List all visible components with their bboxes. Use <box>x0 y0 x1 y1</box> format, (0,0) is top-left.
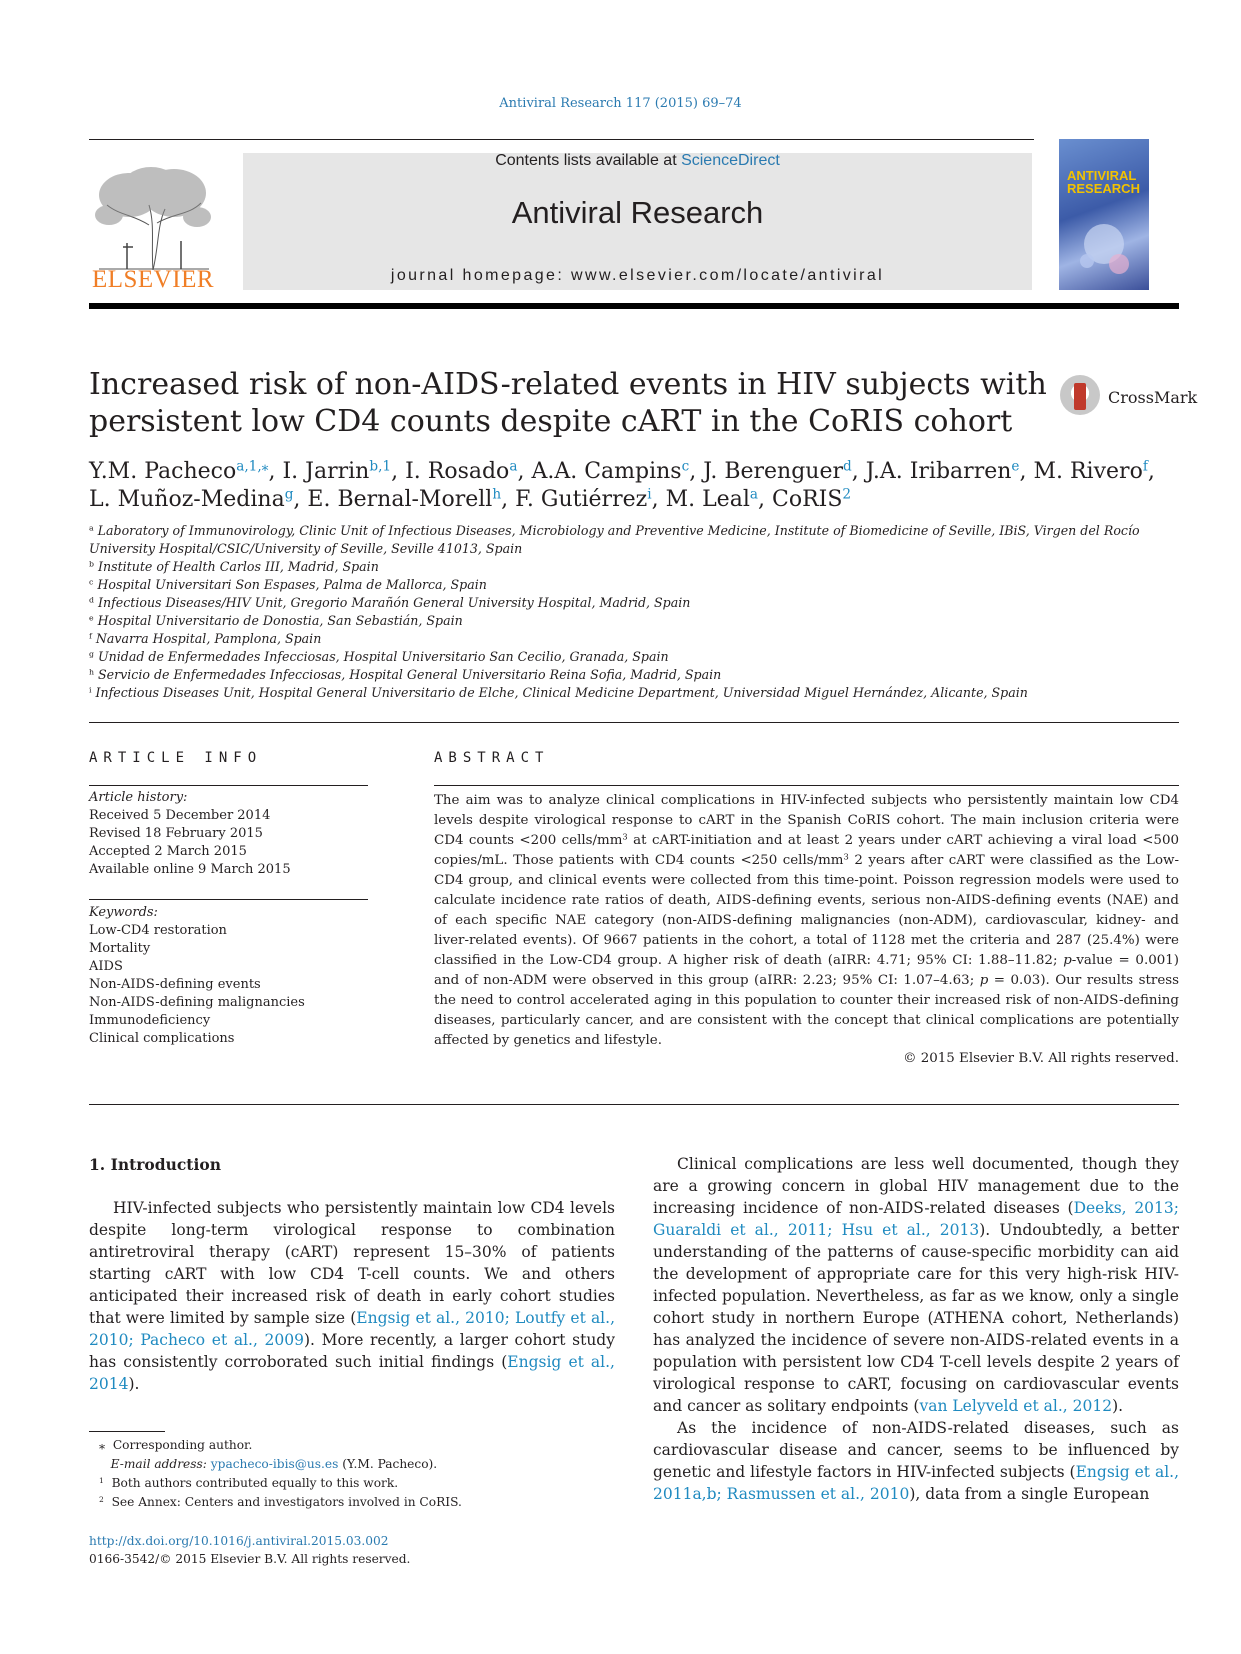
affiliation <box>89 558 1179 576</box>
footnote-email <box>89 1455 615 1474</box>
affiliation-key: f <box>89 631 92 641</box>
author[interactable] <box>666 487 772 512</box>
author-separator: , <box>651 487 666 512</box>
affiliation <box>89 666 1179 684</box>
affiliation <box>89 630 1179 648</box>
keyword: Low-CD4 restoration <box>89 923 227 938</box>
p-symbol: p <box>1063 953 1072 968</box>
article-info-rule <box>89 785 368 786</box>
email-link[interactable]: ypacheco-ibis@us.es <box>210 1457 339 1471</box>
author[interactable] <box>515 487 665 512</box>
affiliation <box>89 612 1179 630</box>
affiliation-list <box>89 522 1179 702</box>
footnote-mark: 2 <box>99 1494 104 1504</box>
author-separator: , <box>1147 459 1155 484</box>
abstract-segment: 2 years after cART were classified as the Low-CD4 group, and clinical events were collected from this time-point. Poisson regression models were used to calculate incidence rate ratios of death, AIDS-defining events, serious non-AIDS-defining events (NAE) and of each specific NAE category (non-AIDS-defining malignancies (non-ADM), cardiovascular, kidney- and liver-related events). Of 9667 patients in the cohort, a total of 1128 met the criteria and 287 (25.4%) were classified in the Low-CD4 group. A higher risk of death (aIRR: 4.71; 95% CI: 1.88–11.82; <box>434 853 1179 968</box>
author-affiliation-mark[interactable]: g <box>284 486 294 503</box>
sciencedirect-link[interactable]: ScienceDirect <box>681 152 780 169</box>
keywords-label: Keywords: <box>89 905 158 920</box>
abstract-heading: ABSTRACT <box>434 750 550 766</box>
author[interactable] <box>405 459 531 484</box>
history-item: Accepted 2 March 2015 <box>89 844 247 859</box>
affiliation-text: Laboratory of Immunovirology, Clinic Unit of Infectious Diseases, Microbiology and Preventive Medicine, Institute of Biomedicine of Seville, IBiS, Virgen del Rocío University Hospital/CSIC/University of Seville, Seville 41013, Spain <box>89 523 1140 556</box>
superscript: 3 <box>843 851 849 862</box>
elsevier-wordmark: ELSEVIER <box>91 266 215 293</box>
author[interactable] <box>89 487 307 512</box>
footnote-1 <box>89 1474 615 1493</box>
author-separator: , <box>851 459 866 484</box>
author-name[interactable]: J.A. Iribarren <box>865 459 1012 484</box>
footnotes <box>89 1436 615 1512</box>
author-affiliation-mark[interactable]: a <box>509 458 518 475</box>
author-separator: , <box>757 487 772 512</box>
abstract-copyright: © 2015 Elsevier B.V. All rights reserved. <box>903 1051 1179 1066</box>
affiliation <box>89 594 1179 612</box>
abstract-segment: -value = 0.001) and of non-ADM were observed in this group (aIRR: 2.23; 95% CI: 1.07–4.63; <box>434 953 1179 988</box>
affiliation-key: h <box>89 667 95 677</box>
affiliation-text: Navarra Hospital, Pamplona, Spain <box>95 631 322 646</box>
keyword: Mortality <box>89 941 151 956</box>
footnote-mark: 1 <box>99 1475 104 1485</box>
contents-line <box>243 152 1032 170</box>
abstract-segment: = 0.03). Our results stress the need to control accelerated aging in this population to counter their increased risk of non-AIDS-defining diseases, particularly cancer, and are consistent with the concept that clinical complications are potentially affected by genetics and lifestyle. <box>434 973 1179 1048</box>
author[interactable] <box>703 459 866 484</box>
author-separator: , <box>689 459 704 484</box>
footnote-mark: ⁎ <box>99 1438 106 1452</box>
keyword: AIDS <box>89 959 123 974</box>
author-name[interactable]: M. Leal <box>665 487 750 512</box>
email-label: E-mail address: <box>110 1457 211 1471</box>
text-segment: HIV-infected subjects who persistently maintain low CD4 levels despite long-term virological response to combination antiretroviral therapy (cART) represent 15–30% of patients starting cART with low CD4 T-cell counts. We and others anticipated their increased risk of death in early cohort studies that were limited by sample size ( <box>89 1199 615 1327</box>
author-name[interactable]: Y.M. Pacheco <box>89 459 237 484</box>
affiliation-key: g <box>89 649 94 659</box>
affiliation-key: b <box>89 559 94 569</box>
cover-virus-graphic <box>1069 209 1139 279</box>
affiliation-rule <box>89 722 1179 723</box>
author-affiliation-mark[interactable]: a,1,⁎ <box>236 458 269 475</box>
author[interactable] <box>307 487 515 512</box>
text-segment: ). <box>1112 1397 1124 1415</box>
journal-homepage[interactable]: journal homepage: www.elsevier.com/locate/antiviral <box>390 267 885 284</box>
author-name[interactable]: E. Bernal-Morell <box>307 487 493 512</box>
keyword-list <box>89 904 368 1048</box>
issn-line: 0166-3542/© 2015 Elsevier B.V. All rights reserved. <box>89 1552 411 1566</box>
affiliation-key: e <box>89 613 94 623</box>
author[interactable] <box>772 487 851 512</box>
author-name[interactable]: F. Gutiérrez <box>515 487 648 512</box>
abstract-segment: at cART-initiation and at least 2 years under cART achieving a viral load <500 copies/mL. Those patients with CD4 counts <250 cells/mm <box>434 833 1179 868</box>
affiliation-text: Hospital Universitari Son Espases, Palma de Mallorca, Spain <box>97 577 487 592</box>
footnote-text: See Annex: Centers and investigators involved in CoRIS. <box>111 1495 462 1509</box>
header-rule <box>89 139 1034 140</box>
author-list <box>89 458 1179 514</box>
author-separator: , <box>1019 459 1034 484</box>
author-separator: , <box>517 459 532 484</box>
abstract-segment: The aim was to analyze clinical complications in HIV-infected subjects who persistently maintain low CD4 levels despite virological response to cART in the Spanish CoRIS cohort. The main inclusion criteria were CD4 counts <200 cells/mm <box>434 793 1179 848</box>
doi-block <box>89 1532 410 1568</box>
author-name[interactable]: A.A. Campins <box>531 459 682 484</box>
author-name[interactable]: L. Muñoz-Medina <box>89 487 285 512</box>
affiliation-key: d <box>89 595 94 605</box>
right-column <box>653 1153 1179 1505</box>
citation-link[interactable]: Engsig et al., 2010; Loutfy et al., 2010; Pacheco et al., 2009 <box>89 1309 615 1349</box>
intro-paragraph <box>89 1197 615 1395</box>
author-name[interactable]: M. Rivero <box>1033 459 1143 484</box>
footnote-text: Both authors contributed equally to this work. <box>111 1476 399 1490</box>
author-affiliation-mark[interactable]: a <box>749 486 758 503</box>
journal-title: Antiviral Research <box>511 195 764 230</box>
p-symbol: p <box>979 973 989 988</box>
author-separator: , <box>293 487 308 512</box>
contents-prefix: Contents lists available at <box>495 152 682 169</box>
affiliation-key: i <box>89 685 92 695</box>
affiliation-text: Institute of Health Carlos III, Madrid, Spain <box>98 559 379 574</box>
paper-title: Increased risk of non-AIDS-related events in HIV subjects with persistent low CD4 counts despite cART in the CoRIS cohort <box>89 367 1047 439</box>
text-segment: Clinical complications are less well documented, though they are a growing concern in global HIV management due to the increasing incidence of non-AIDS-related diseases ( <box>653 1155 1179 1217</box>
intro-paragraph <box>653 1153 1179 1417</box>
affiliation <box>89 684 1179 702</box>
doi-link[interactable]: http://dx.doi.org/10.1016/j.antiviral.2015.03.002 <box>89 1534 389 1548</box>
author-name[interactable]: I. Jarrin <box>282 459 370 484</box>
text-segment: ). <box>128 1375 140 1393</box>
keyword: Non-AIDS-defining events <box>89 977 261 992</box>
author-affiliation-mark[interactable]: c <box>681 458 690 475</box>
author[interactable] <box>1033 459 1154 484</box>
abstract-text <box>434 791 1179 1051</box>
author-separator: , <box>391 459 406 484</box>
footnote-corresponding <box>89 1436 615 1455</box>
author-affiliation-mark[interactable]: i <box>647 486 652 503</box>
journal-cover-image <box>1059 139 1149 290</box>
journal-citation[interactable]: Antiviral Research 117 (2015) 69–74 <box>499 96 742 111</box>
affiliation-key: c <box>89 577 94 587</box>
crossmark-bookmark-icon <box>1074 383 1086 410</box>
history-label: Article history: <box>89 790 188 805</box>
author-affiliation-mark[interactable]: d <box>843 458 852 475</box>
text-segment: ). Undoubtedly, a better understanding of the patterns of cause-specific morbidity can aid the development of appropriate care for this very high-risk HIV-infected population. Nevertheless, as far as we know, only a single cohort study in northern Europe (ATHENA cohort, Netherlands) has analyzed the incidence of severe non-AIDS-related events in a population with persistent low CD4 T-cell levels despite 2 years of virological response to cART, focusing on cardiovascular events and cancer as solitary endpoints ( <box>653 1221 1179 1415</box>
text-segment: ), data from a single European <box>909 1485 1150 1503</box>
author-affiliation-mark[interactable]: b,1 <box>369 458 392 475</box>
keyword: Non-AIDS-defining malignancies <box>89 995 305 1010</box>
footnote-text: Corresponding author. <box>112 1438 253 1452</box>
history-item: Revised 18 February 2015 <box>89 826 263 841</box>
article-info-heading: ARTICLE INFO <box>89 750 263 766</box>
intro-paragraph <box>653 1417 1179 1505</box>
affiliation-text: Hospital Universitario de Donostia, San Sebastián, Spain <box>97 613 463 628</box>
author-affiliation-mark[interactable]: 2 <box>842 486 852 503</box>
author-affiliation-mark[interactable]: e <box>1011 458 1020 475</box>
abstract-rule <box>434 785 1179 786</box>
affiliation <box>89 576 1179 594</box>
cover-title: ANTIVIRAL RESEARCH <box>1067 168 1140 196</box>
citation-link[interactable]: van Lelyveld et al., 2012 <box>919 1397 1113 1415</box>
author-affiliation-mark[interactable]: h <box>492 486 502 503</box>
author-name[interactable]: CoRIS <box>771 487 843 512</box>
abstract-end-rule <box>89 1104 1179 1105</box>
superscript: 3 <box>622 831 628 842</box>
author[interactable] <box>89 459 282 484</box>
affiliation-text: Infectious Diseases/HIV Unit, Gregorio Marañón General University Hospital, Madrid, Spain <box>98 595 691 610</box>
author-separator: , <box>501 487 516 512</box>
citation-link[interactable]: Deeks, 2013; Guaraldi et al., 2011; Hsu et al., 2013 <box>653 1199 1179 1239</box>
text-segment: As the incidence of non-AIDS-related diseases, such as cardiovascular disease and cancer, seems to be influenced by genetic and lifestyle factors in HIV-infected subjects ( <box>653 1419 1179 1481</box>
footnote-2 <box>89 1493 615 1512</box>
author-separator: , <box>268 459 283 484</box>
history-item: Available online 9 March 2015 <box>89 862 291 877</box>
author-affiliation-mark[interactable]: f <box>1142 458 1148 475</box>
crossmark-label[interactable]: CrossMark <box>1108 388 1198 407</box>
affiliation-key: a <box>89 523 94 533</box>
citation-link[interactable]: Engsig et al., 2011a,b; Rasmussen et al., 2010 <box>653 1463 1179 1503</box>
author[interactable] <box>282 459 405 484</box>
history-item: Received 5 December 2014 <box>89 808 271 823</box>
affiliation-text: Servicio de Enfermedades Infecciosas, Hospital General Universitario Reina Sofia, Madrid, Spain <box>98 667 722 682</box>
footnote-rule <box>89 1431 165 1432</box>
author[interactable] <box>531 459 703 484</box>
header-thick-rule <box>89 303 1179 309</box>
citation-link[interactable]: Engsig et al., 2014 <box>89 1353 615 1393</box>
article-history <box>89 789 368 879</box>
keyword: Immunodeficiency <box>89 1013 211 1028</box>
email-owner: (Y.M. Pacheco). <box>338 1457 438 1471</box>
author-name[interactable]: J. Berenguer <box>703 459 844 484</box>
affiliation <box>89 522 1179 558</box>
affiliation <box>89 648 1179 666</box>
author[interactable] <box>866 459 1034 484</box>
affiliation-text: Infectious Diseases Unit, Hospital General Universitario de Elche, Clinical Medicine Department, Universidad Miguel Hernández, Alicante, Spain <box>95 685 1028 700</box>
author-name[interactable]: I. Rosado <box>405 459 510 484</box>
section-heading-introduction: 1. Introduction <box>89 1155 221 1174</box>
keywords-rule <box>89 899 368 900</box>
text-segment: ). More recently, a larger cohort study has consistently corroborated such initial findings ( <box>89 1331 615 1371</box>
keyword: Clinical complications <box>89 1031 235 1046</box>
affiliation-text: Unidad de Enfermedades Infecciosas, Hospital Universitario San Cecilio, Granada, Spain <box>98 649 669 664</box>
